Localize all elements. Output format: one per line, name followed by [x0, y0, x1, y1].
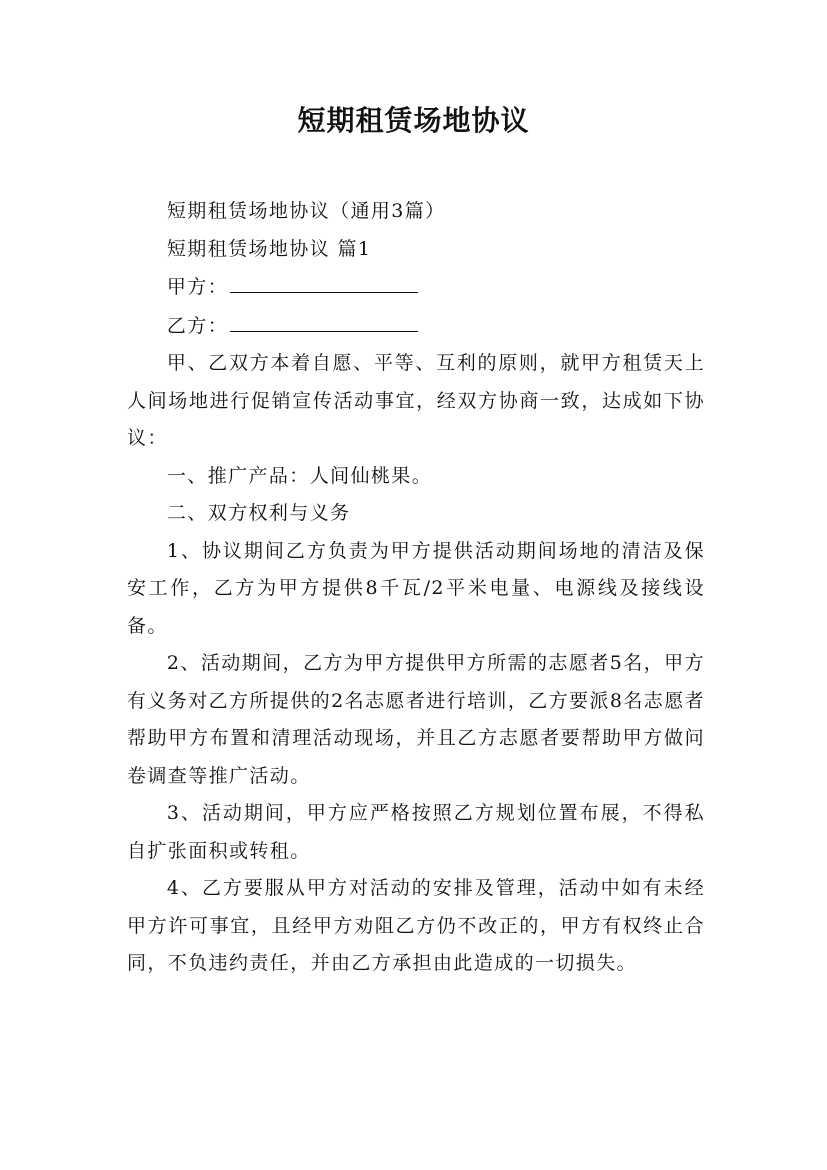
document-subtitle: 短期租赁场地协议（通用3篇） [166, 200, 446, 222]
item-2-paragraph: 2、活动期间，乙方为甲方提供甲方所需的志愿者5名，甲方有义务对乙方所提供的2名志愿者进行培训，乙方要派8名志愿者帮助甲方布置和清理活动现场，并且乙方志愿者要帮助甲方做问卷调查等推广活动。 [127, 652, 705, 787]
party-b-label: 乙方： [166, 314, 229, 337]
document-title: 短期租赁场地协议 [297, 104, 530, 137]
item-4-paragraph: 4、乙方要服从甲方对活动的安排及管理，活动中如有未经甲方许可事宜，且经甲方劝阻乙方仍不改正的，甲方有权终止合同，不负违约责任，并由乙方承担由此造成的一切损失。 [127, 877, 705, 974]
item-1-paragraph: 1、协议期间乙方负责为甲方提供活动期间场地的清洁及保安工作，乙方为甲方提供8千瓦/2平米电量、电源线及接线设备。 [127, 539, 705, 637]
party-a-line [127, 268, 705, 307]
party-b-blank-line [230, 307, 418, 332]
party-a-label: 甲方： [166, 276, 229, 298]
item-3-paragraph: 3、活动期间，甲方应严格按照乙方规划位置布展，不得私自扩张面积或转租。 [127, 802, 705, 862]
part-heading: 短期租赁场地协议 篇1 [166, 237, 372, 260]
document-body [127, 193, 705, 983]
party-b-line [127, 307, 705, 346]
party-a-blank-line [230, 268, 418, 293]
section-2-heading: 二、双方权利与义务 [166, 502, 351, 524]
section-1-paragraph: 一、推广产品：人间仙桃果。 [166, 464, 433, 487]
intro-paragraph: 甲、乙双方本着自愿、平等、互利的原则，就甲方租赁天上人间场地进行促销宣传活动事宜，经双方协商一致，达成如下协议： [127, 352, 705, 449]
